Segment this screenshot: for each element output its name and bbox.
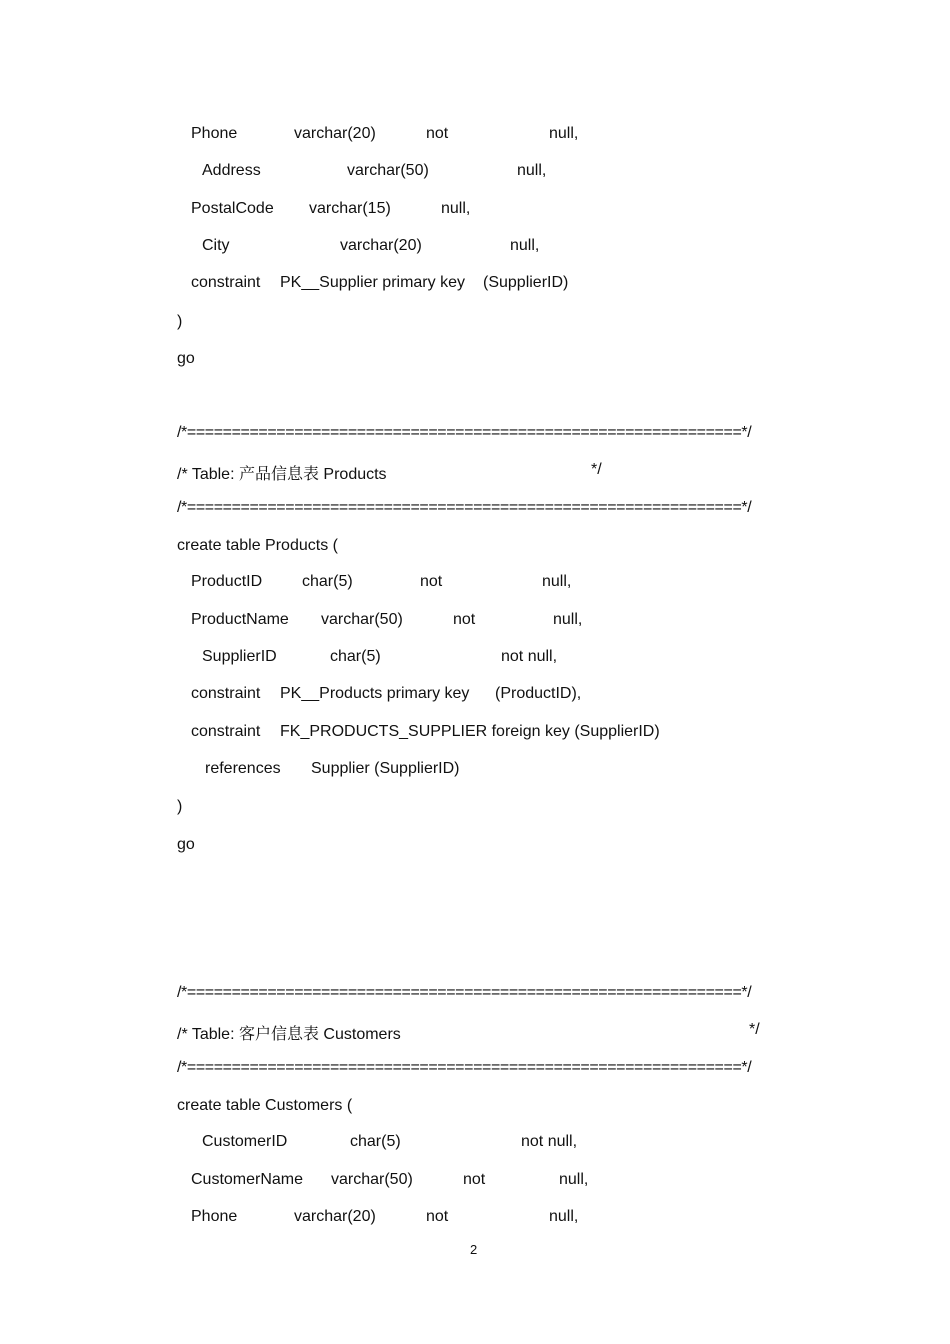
column-type: varchar(50) xyxy=(347,162,429,179)
column-name: City xyxy=(202,237,230,254)
column-name: Phone xyxy=(191,1208,238,1225)
references-keyword: references xyxy=(205,760,281,777)
comment-close: */ xyxy=(591,461,602,478)
column-type: varchar(20) xyxy=(294,1208,376,1225)
column-nullability: null, xyxy=(441,200,471,217)
column-name: CustomerID xyxy=(202,1133,288,1150)
column-name: ProductName xyxy=(191,611,289,628)
create-table-statement: create table Customers ( xyxy=(177,1097,353,1114)
comment-close: */ xyxy=(749,1021,760,1038)
comment-separator: /*==============================================================*/ xyxy=(177,499,752,516)
column-constraint: not xyxy=(420,573,443,590)
go-statement: go xyxy=(177,350,195,367)
closing-paren: ) xyxy=(177,798,183,815)
column-nullability: null, xyxy=(517,162,547,179)
column-constraint: not xyxy=(463,1171,486,1188)
constraint-definition: PK__Products primary key xyxy=(280,685,470,702)
column-name: Phone xyxy=(191,125,238,142)
column-nullability: null, xyxy=(542,573,572,590)
constraint-columns: (ProductID), xyxy=(495,685,582,702)
column-name: CustomerName xyxy=(191,1171,304,1188)
constraint-keyword: constraint xyxy=(191,274,261,291)
constraint-definition: FK_PRODUCTS_SUPPLIER foreign key (SupplierID) xyxy=(280,723,660,740)
comment-separator: /*==============================================================*/ xyxy=(177,984,752,1001)
constraint-definition: PK__Supplier primary key xyxy=(280,274,465,291)
column-type: char(5) xyxy=(350,1133,401,1150)
column-nullability: not null, xyxy=(521,1133,578,1150)
column-constraint: not xyxy=(426,125,449,142)
table-header-text: /* Table: 客户信息表 Customers xyxy=(177,1026,401,1043)
table-header-text: /* Table: 产品信息表 Products xyxy=(177,466,387,483)
go-statement: go xyxy=(177,836,195,853)
page-number: 2 xyxy=(470,1242,478,1257)
column-type: char(5) xyxy=(302,573,353,590)
comment-separator: /*==============================================================*/ xyxy=(177,424,752,441)
column-type: varchar(15) xyxy=(309,200,391,217)
constraint-keyword: constraint xyxy=(191,685,261,702)
column-type: char(5) xyxy=(330,648,381,665)
column-constraint: not xyxy=(453,611,476,628)
column-type: varchar(20) xyxy=(340,237,422,254)
column-nullability: null, xyxy=(559,1171,589,1188)
column-nullability: not null, xyxy=(501,648,558,665)
column-nullability: null, xyxy=(553,611,583,628)
column-name: Address xyxy=(202,162,261,179)
column-name: SupplierID xyxy=(202,648,277,665)
column-nullability: null, xyxy=(549,1208,579,1225)
column-nullability: null, xyxy=(549,125,579,142)
column-type: varchar(20) xyxy=(294,125,376,142)
constraint-keyword: constraint xyxy=(191,723,261,740)
column-name: ProductID xyxy=(191,573,263,590)
column-name: PostalCode xyxy=(191,200,274,217)
closing-paren: ) xyxy=(177,313,183,330)
comment-separator: /*==============================================================*/ xyxy=(177,1059,752,1076)
references-target: Supplier (SupplierID) xyxy=(311,760,460,777)
column-constraint: not xyxy=(426,1208,449,1225)
create-table-statement: create table Products ( xyxy=(177,537,338,554)
column-type: varchar(50) xyxy=(321,611,403,628)
column-type: varchar(50) xyxy=(331,1171,413,1188)
constraint-columns: (SupplierID) xyxy=(483,274,569,291)
column-nullability: null, xyxy=(510,237,540,254)
